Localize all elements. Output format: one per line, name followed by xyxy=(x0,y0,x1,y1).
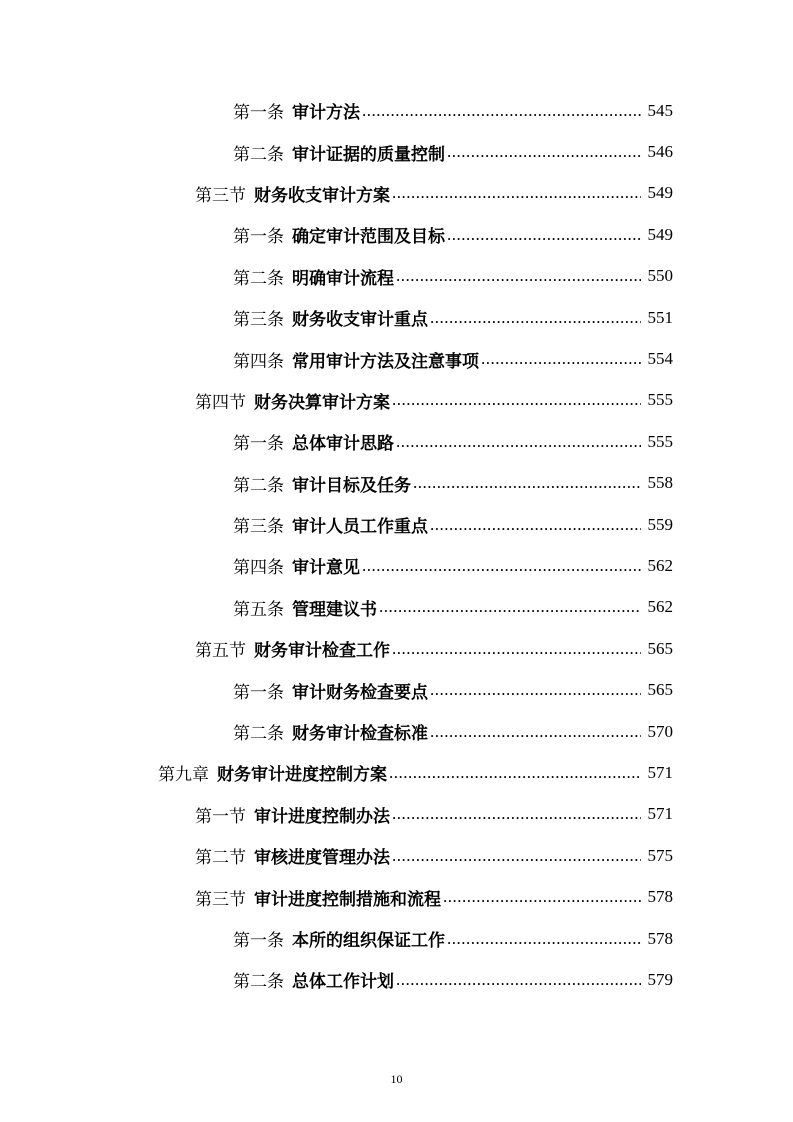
toc-entry-number: 第三节 xyxy=(195,889,246,910)
toc-entry-number: 第二条 xyxy=(233,972,284,993)
toc-entry-number: 第四节 xyxy=(195,392,246,413)
toc-entry-page: 570 xyxy=(647,721,673,741)
toc-dot-leader xyxy=(413,473,641,493)
toc-entry-page: 559 xyxy=(647,514,673,534)
toc-dot-leader xyxy=(392,639,641,659)
toc-entry-page: 571 xyxy=(647,762,673,782)
toc-entry[interactable] xyxy=(0,131,793,172)
toc-dot-leader xyxy=(389,763,641,783)
toc-dot-leader xyxy=(362,556,641,576)
toc-entry[interactable] xyxy=(0,918,793,959)
toc-dot-leader xyxy=(392,183,641,203)
toc-entry-number: 第四条 xyxy=(233,351,284,372)
toc-dot-leader xyxy=(392,804,641,824)
toc-dot-leader xyxy=(447,929,641,949)
toc-entry-number: 第二条 xyxy=(233,144,284,165)
toc-dot-leader xyxy=(430,308,641,328)
toc-dot-leader xyxy=(392,390,641,410)
toc-entry-number: 第三条 xyxy=(233,517,284,538)
toc-entry-page: 562 xyxy=(647,597,673,617)
table-of-contents xyxy=(0,90,793,1001)
toc-dot-leader xyxy=(443,887,641,907)
toc-entry[interactable] xyxy=(0,504,793,545)
toc-entry[interactable] xyxy=(0,297,793,338)
toc-entry-number: 第一条 xyxy=(233,434,284,455)
toc-entry-number: 第一条 xyxy=(233,931,284,951)
toc-entry[interactable] xyxy=(0,338,793,379)
page-number: 10 xyxy=(390,1072,403,1086)
toc-entry[interactable] xyxy=(0,463,793,504)
toc-entry-number: 第一条 xyxy=(233,227,284,248)
toc-entry-page: 555 xyxy=(647,390,673,410)
toc-dot-leader xyxy=(447,225,641,245)
toc-entry-number: 第二条 xyxy=(233,724,284,745)
toc-entry-page: 578 xyxy=(647,887,673,907)
toc-entry[interactable] xyxy=(0,380,793,421)
toc-entry-title: 财务审计进度控制方案 xyxy=(217,765,387,786)
toc-entry[interactable] xyxy=(0,959,793,1000)
toc-entry-page: 555 xyxy=(647,431,673,451)
toc-entry-number: 第三节 xyxy=(195,185,246,206)
toc-entry-page: 549 xyxy=(647,183,673,203)
toc-entry-number: 第九章 xyxy=(158,765,209,786)
toc-entry[interactable] xyxy=(0,545,793,586)
toc-entry-number: 第一节 xyxy=(195,806,246,827)
toc-entry-page: 550 xyxy=(647,266,673,286)
toc-entry-title: 确定审计范围及目标 xyxy=(292,227,445,248)
toc-entry-title: 财务收支审计方案 xyxy=(254,185,390,206)
toc-dot-leader xyxy=(481,349,641,369)
toc-entry-page: 565 xyxy=(647,680,673,700)
toc-entry-title: 审计人员工作重点 xyxy=(292,517,428,538)
toc-entry-number: 第三条 xyxy=(233,310,284,331)
toc-entry-number: 第四条 xyxy=(233,558,284,579)
toc-entry-page: 579 xyxy=(647,969,673,989)
toc-entry-title: 明确审计流程 xyxy=(292,268,394,289)
toc-entry[interactable] xyxy=(0,752,793,793)
toc-entry-page: 551 xyxy=(647,307,673,327)
toc-entry-title: 财务收支审计重点 xyxy=(292,310,428,331)
toc-entry-title: 审计进度控制措施和流程 xyxy=(254,889,441,910)
toc-entry[interactable] xyxy=(0,628,793,669)
toc-entry-title: 管理建议书 xyxy=(292,599,377,620)
toc-entry-number: 第二节 xyxy=(195,848,246,869)
toc-entry-title: 本所的组织保证工作 xyxy=(292,931,445,951)
toc-dot-leader xyxy=(430,722,641,742)
toc-entry[interactable] xyxy=(0,214,793,255)
toc-entry[interactable] xyxy=(0,90,793,131)
toc-dot-leader xyxy=(396,266,641,286)
toc-entry[interactable] xyxy=(0,421,793,462)
toc-entry-number: 第二条 xyxy=(233,475,284,496)
toc-entry[interactable] xyxy=(0,669,793,710)
toc-entry-title: 常用审计方法及注意事项 xyxy=(292,351,479,372)
toc-entry-page: 575 xyxy=(647,845,673,865)
toc-entry-page: 545 xyxy=(647,100,673,120)
toc-entry[interactable] xyxy=(0,835,793,876)
toc-dot-leader xyxy=(379,597,641,617)
toc-entry[interactable] xyxy=(0,587,793,628)
toc-entry-title: 审计意见 xyxy=(292,558,360,579)
toc-entry[interactable] xyxy=(0,256,793,297)
toc-entry-title: 审计财务检查要点 xyxy=(292,682,428,703)
toc-entry-page: 578 xyxy=(647,928,673,948)
toc-entry-title: 审核进度管理办法 xyxy=(254,848,390,869)
toc-entry-number: 第五节 xyxy=(195,641,246,662)
toc-entry-number: 第一条 xyxy=(233,682,284,703)
toc-entry-page: 562 xyxy=(647,555,673,575)
toc-entry-title: 总体工作计划 xyxy=(292,972,394,993)
toc-entry-page: 571 xyxy=(647,804,673,824)
toc-dot-leader xyxy=(396,970,641,990)
toc-dot-leader xyxy=(430,680,641,700)
toc-entry[interactable] xyxy=(0,711,793,752)
toc-entry-title: 审计进度控制办法 xyxy=(254,806,390,827)
toc-dot-leader xyxy=(447,142,641,162)
toc-entry-title: 审计证据的质量控制 xyxy=(292,144,445,165)
toc-entry[interactable] xyxy=(0,173,793,214)
toc-entry-title: 审计目标及任务 xyxy=(292,475,411,496)
toc-dot-leader xyxy=(392,846,641,866)
toc-entry-title: 总体审计思路 xyxy=(292,434,394,455)
toc-entry[interactable] xyxy=(0,794,793,835)
toc-entry-title: 财务审计检查标准 xyxy=(292,724,428,745)
toc-entry-page: 554 xyxy=(647,349,673,369)
toc-entry-page: 558 xyxy=(647,473,673,493)
toc-entry-page: 549 xyxy=(647,224,673,244)
toc-entry-title: 财务决算审计方案 xyxy=(254,392,390,413)
toc-entry-title: 财务审计检查工作 xyxy=(254,641,390,662)
toc-dot-leader xyxy=(362,101,641,121)
toc-entry-page: 546 xyxy=(647,142,673,162)
toc-entry-number: 第一条 xyxy=(233,103,284,124)
toc-dot-leader xyxy=(430,515,641,535)
toc-dot-leader xyxy=(396,432,641,452)
toc-entry-number: 第五条 xyxy=(233,599,284,620)
toc-entry-title: 审计方法 xyxy=(292,103,360,124)
toc-entry-page: 565 xyxy=(647,638,673,658)
toc-entry[interactable] xyxy=(0,876,793,917)
toc-entry-number: 第二条 xyxy=(233,268,284,289)
